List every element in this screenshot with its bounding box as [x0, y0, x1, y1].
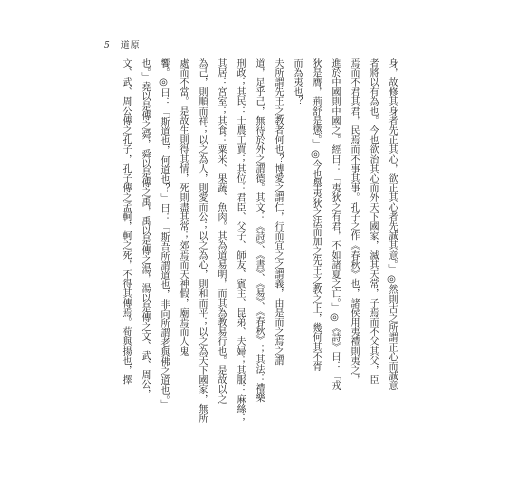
text-column: 身，故修其身者先正其心，欲正其心者先誠其意。」◎然則古之所謂正心而誠意 — [386, 58, 397, 391]
text-column: 而為夷也？ — [291, 58, 302, 107]
vertical-text-block — [108, 58, 398, 468]
text-column: 也。」堯以是傳之舜，舜以是傳之禹，禹以是傳之湯，湯以是傳之文、武、周公， — [139, 58, 150, 399]
chapter-title: 道原 — [120, 41, 141, 51]
text-column: 狄是膺，荊舒是懲。」◎今也舉夷狄之法而加之先王之教之上，幾何其不胥 — [310, 58, 321, 371]
text-column: 道，足乎己，無待於外之謂德。其文：《詩》、《書》、《易》、《春秋》；其法：禮樂 — [253, 58, 264, 403]
text-column: 饗。◎曰：「斯道也，何道也？」曰：「斯吾所謂道也，非向所謂老與佛之道也。」 — [158, 58, 169, 410]
text-column: 焉而不君其君，民焉而不事其事。孔子之作《春秋》也，諸侯用夷禮則夷之， — [348, 58, 359, 385]
text-column: 其居：宮室；其食：粟米、果蔬、魚肉。其為道易明，而其為教易行也。是故以之 — [215, 58, 226, 404]
text-column: 刑政；其民：士農工賈；其位：君臣、父子、師友、賓主、昆弟、夫婦；其服：麻絲； — [234, 58, 245, 423]
text-column: 者將以有為也。今也欲治其心而外天下國家，滅其天常，子焉而不父其父，臣 — [367, 58, 378, 385]
text-column: 文、武、周公傳之孔子，孔子傳之孟軻，軻之死，不得其傳焉。荀與揚也，擇 — [120, 58, 131, 385]
text-column: 夫所謂先王之教者何也？博愛之謂仁，行而宜之之謂義，由是而之焉之謂 — [272, 58, 283, 366]
text-column: 進於中國則中國之。經曰：「夷狄之有君，不如諸夏之亡。」◎《詩》曰：「戎 — [329, 58, 340, 391]
page-number: 5 — [104, 41, 111, 51]
text-column: 為己，則順而祥；以之為人，則愛而公；以之為心，則和而平；以之為天下國家，無所 — [196, 58, 207, 423]
running-header — [104, 38, 141, 51]
text-column: 處而不當。是故生則得其情，死則盡其常；郊焉而天神假，廟焉而人鬼 — [177, 58, 188, 356]
